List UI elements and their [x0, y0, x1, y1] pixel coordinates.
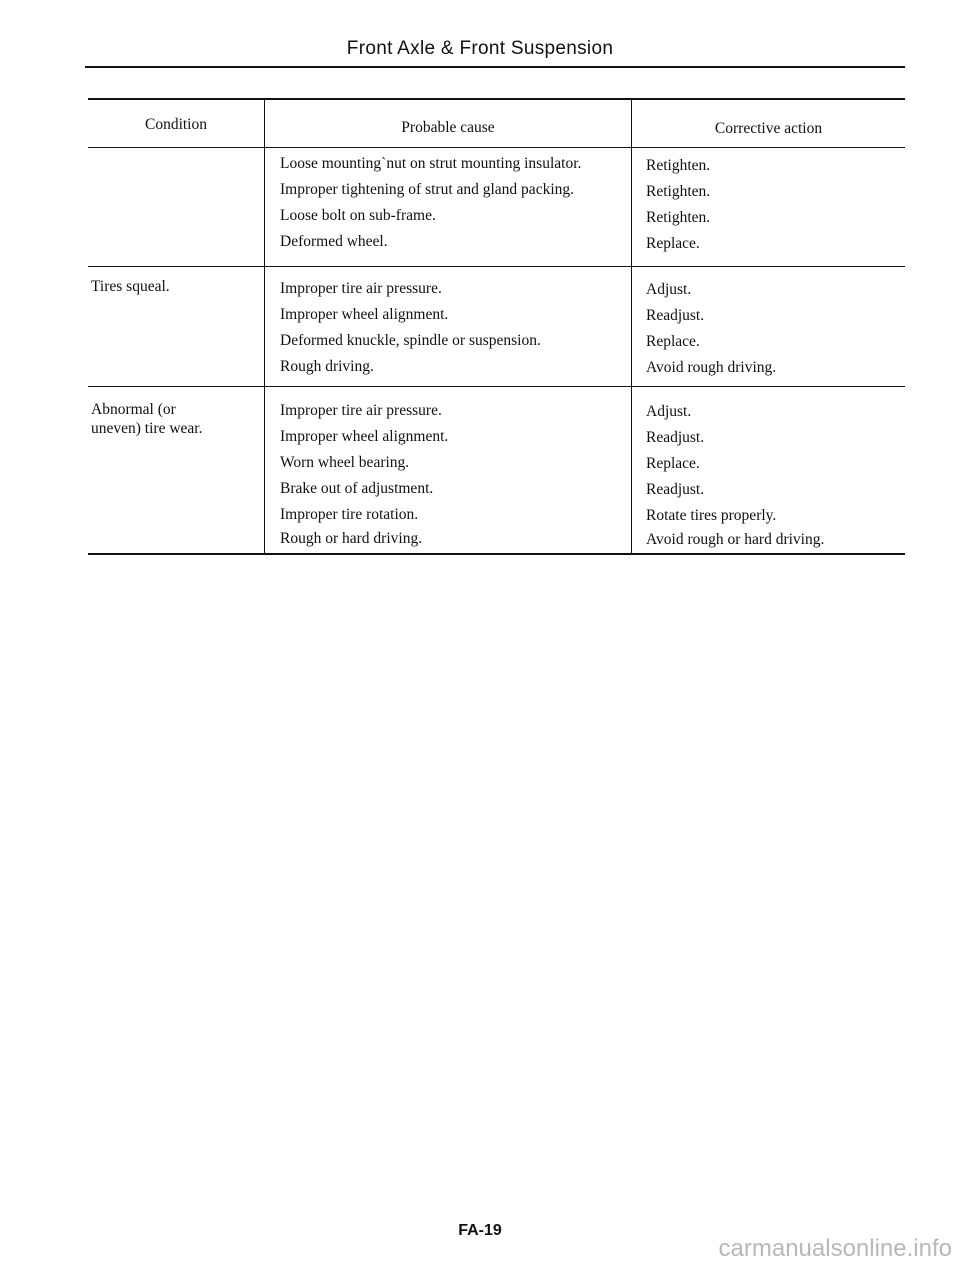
table-top-rule — [88, 98, 905, 100]
page-title: Front Axle & Front Suspension — [346, 38, 614, 59]
header-rule — [85, 66, 905, 68]
header-probable-cause: Probable cause — [401, 119, 495, 136]
table-bottom-rule — [88, 553, 905, 555]
cause-text: Improper wheel alignment. — [280, 428, 449, 445]
header-bottom-rule — [88, 147, 905, 148]
column-divider-1 — [264, 99, 265, 555]
action-text: Readjust. — [646, 481, 705, 498]
cause-text: Loose mounting`nut on strut mounting insulator. — [280, 155, 582, 172]
page-number: FA-19 — [458, 1222, 502, 1239]
action-text: Retighten. — [646, 209, 711, 226]
action-text: Replace. — [646, 235, 700, 252]
condition-text: Abnormal (or — [91, 401, 176, 418]
group-rule — [88, 386, 905, 387]
cause-text: Improper tire rotation. — [280, 506, 419, 523]
header-condition: Condition — [144, 116, 207, 133]
cause-text: Improper tire air pressure. — [280, 402, 442, 419]
cause-text: Loose bolt on sub-frame. — [280, 207, 436, 224]
action-text: Replace. — [646, 333, 700, 350]
action-text: Readjust. — [646, 307, 705, 324]
cause-text: Deformed knuckle, spindle or suspension. — [280, 332, 541, 349]
cause-text: Rough driving. — [280, 358, 374, 375]
action-text: Retighten. — [646, 157, 711, 174]
action-text: Adjust. — [646, 403, 692, 420]
cause-text: Improper tire air pressure. — [280, 280, 442, 297]
group-rule — [88, 266, 905, 267]
condition-text: uneven) tire wear. — [91, 420, 203, 437]
action-text: Avoid rough or hard driving. — [646, 531, 825, 548]
action-text: Rotate tires properly. — [646, 507, 777, 524]
header-corrective-action: Corrective action — [714, 120, 823, 137]
watermark: carmanualsonline.info — [718, 1235, 952, 1262]
cause-text: Improper wheel alignment. — [280, 306, 449, 323]
action-text: Retighten. — [646, 183, 711, 200]
column-divider-2 — [631, 99, 632, 555]
action-text: Avoid rough driving. — [646, 359, 777, 376]
action-text: Readjust. — [646, 429, 705, 446]
action-text: Adjust. — [646, 281, 692, 298]
condition-text: Tires squeal. — [91, 278, 170, 295]
cause-text: Improper tightening of strut and gland packing. — [280, 181, 575, 198]
cause-text: Rough or hard driving. — [280, 530, 423, 547]
cause-text: Brake out of adjustment. — [280, 480, 434, 497]
cause-text: Worn wheel bearing. — [280, 454, 410, 471]
cause-text: Deformed wheel. — [280, 233, 388, 250]
action-text: Replace. — [646, 455, 700, 472]
